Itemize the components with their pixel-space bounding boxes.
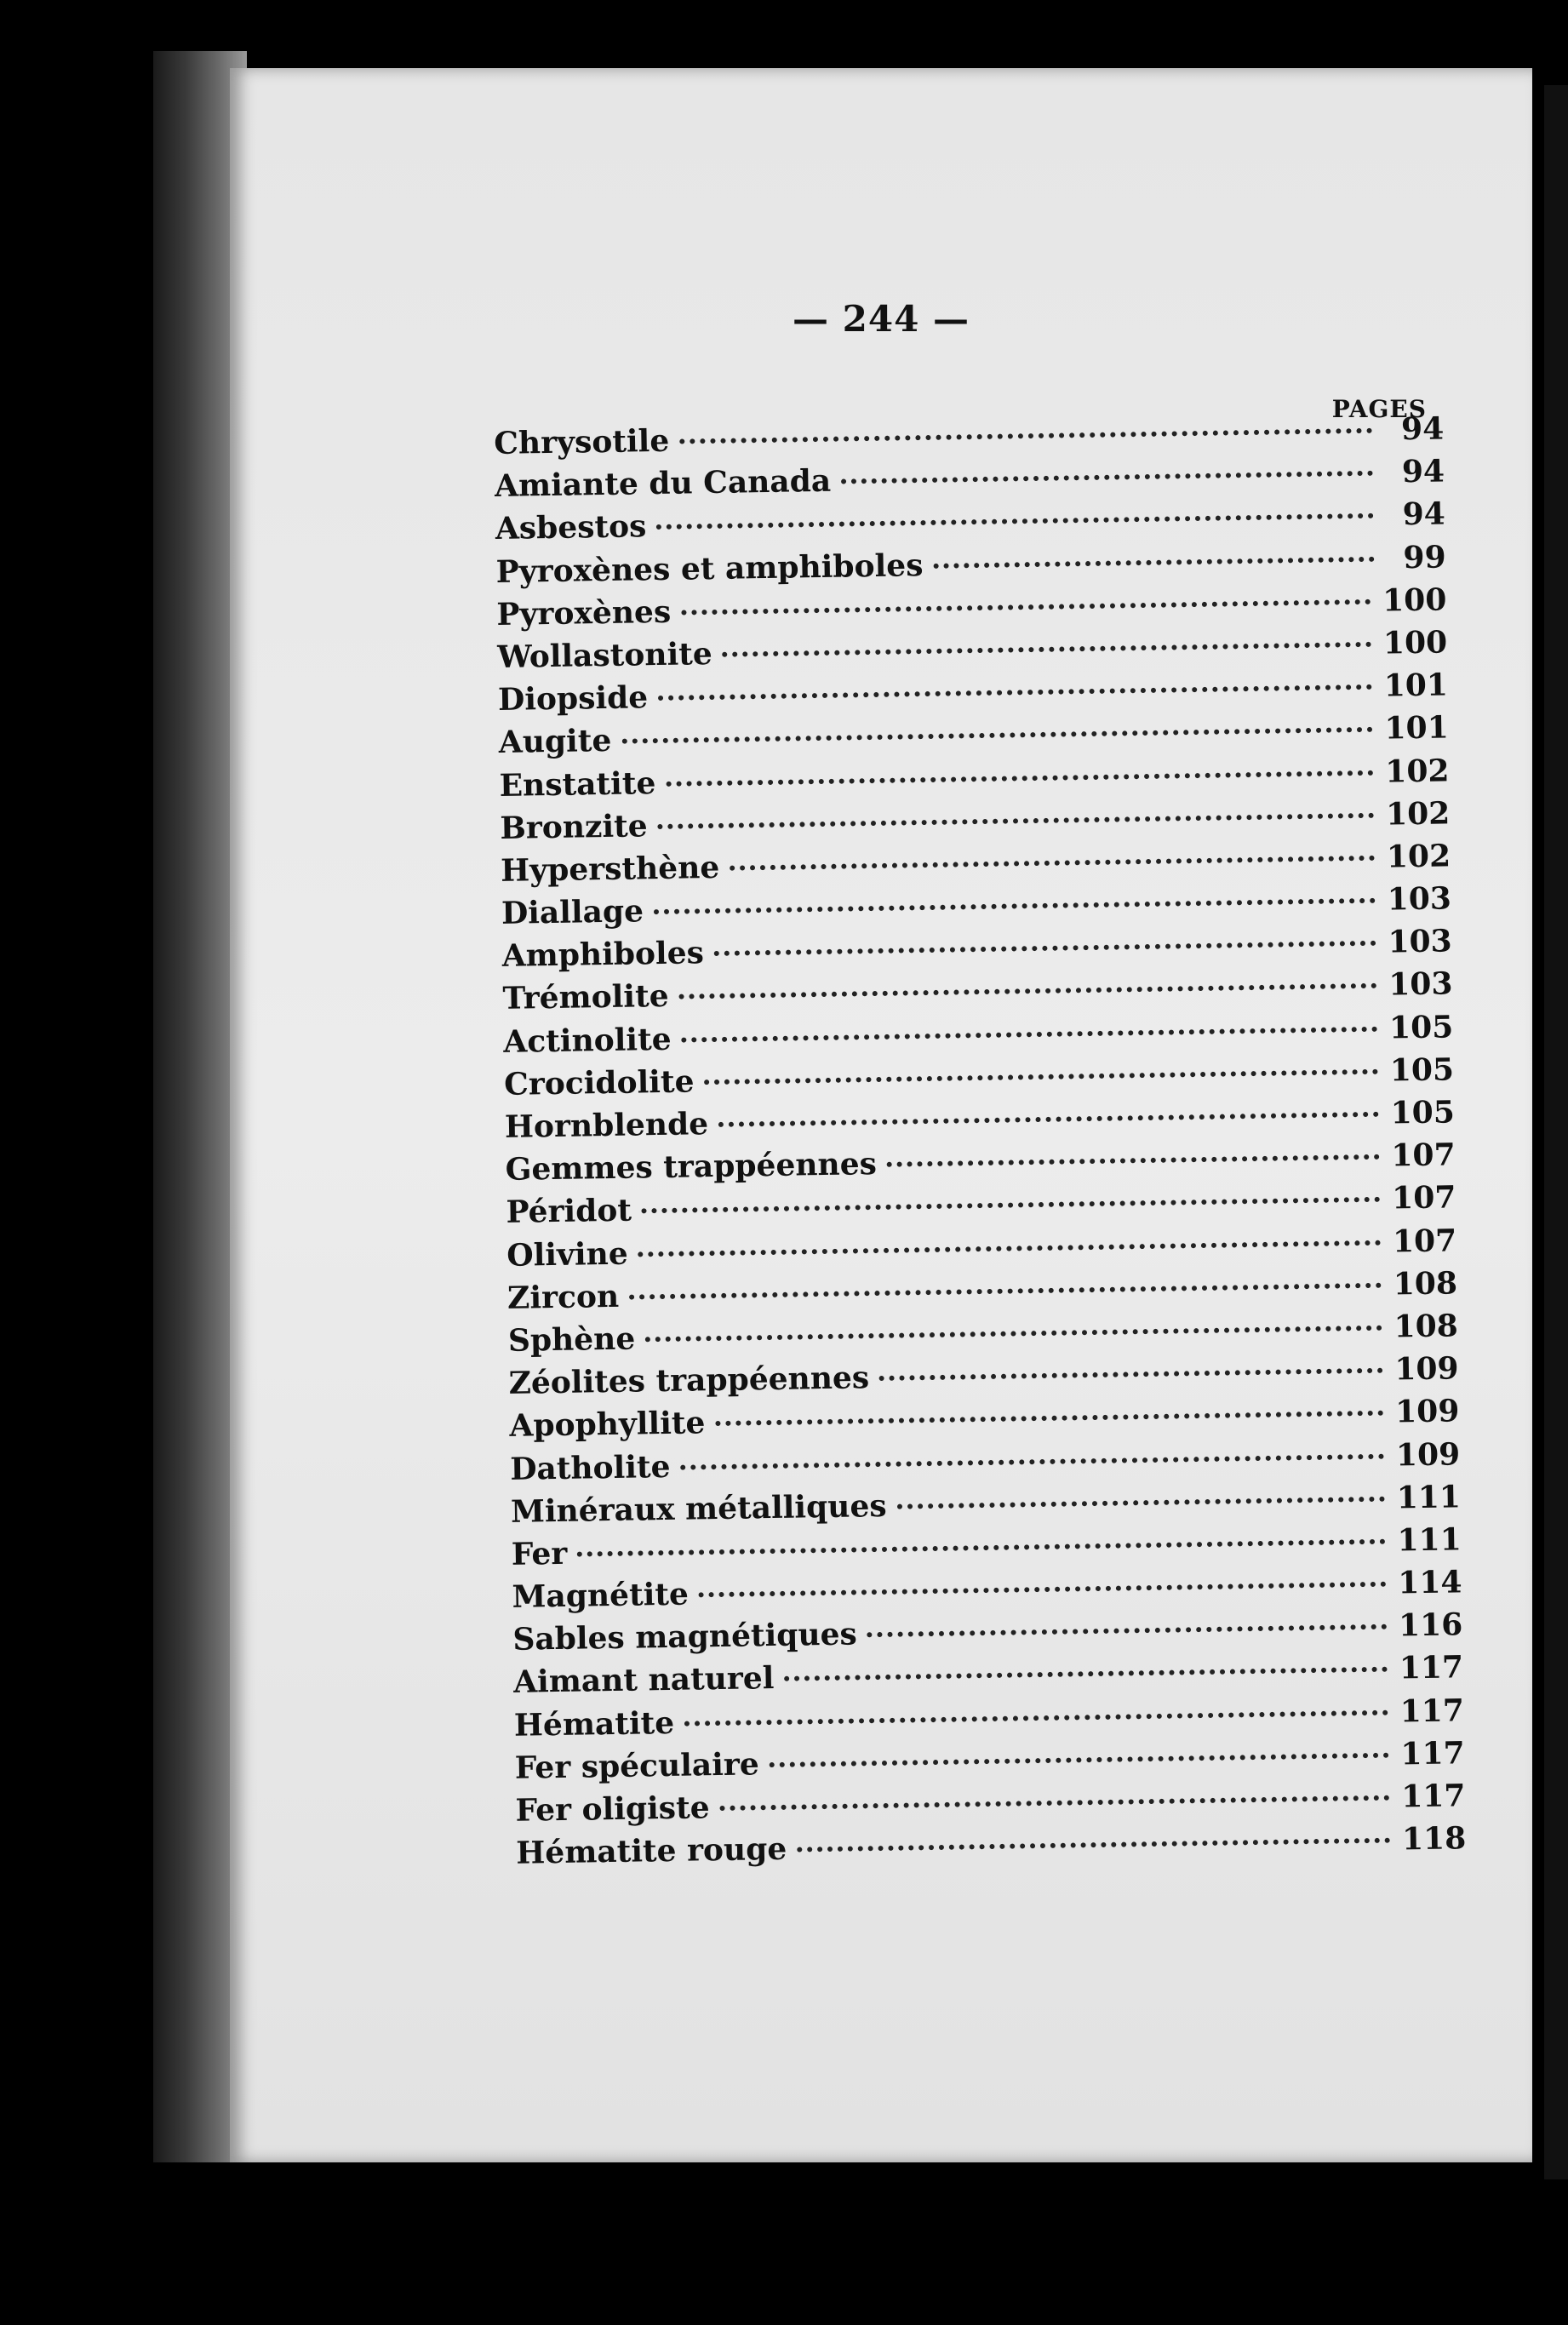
toc-entry-title: Aimant naturel	[512, 1660, 775, 1701]
toc-entry-page: 94	[1400, 410, 1445, 448]
toc-entry-page: 108	[1393, 1308, 1459, 1345]
dot-leader	[654, 898, 1376, 914]
toc-entry-page: 116	[1398, 1606, 1463, 1644]
dot-leader	[642, 1197, 1380, 1214]
dot-leader	[658, 813, 1375, 829]
toc-entry-page: 103	[1387, 880, 1452, 918]
toc-entry-title: Pyroxènes	[496, 593, 672, 633]
toc-entry-title: Diallage	[501, 893, 644, 931]
dot-leader	[699, 1582, 1387, 1598]
toc-entry-title: Fer oligiste	[515, 1790, 710, 1829]
dot-leader	[714, 941, 1376, 956]
toc-entry-page: 109	[1394, 1350, 1459, 1388]
dot-leader	[723, 642, 1371, 657]
toc-entry-page: 100	[1382, 581, 1447, 619]
book-page	[230, 68, 1532, 2162]
toc-entry-title: Actinolite	[503, 1021, 672, 1060]
dot-leader	[718, 1112, 1379, 1127]
dot-leader	[704, 1069, 1378, 1085]
scan-edge	[1544, 85, 1568, 2179]
dot-leader	[770, 1752, 1389, 1767]
toc-entry-title: Wollastonite	[496, 635, 713, 675]
dot-leader	[720, 1795, 1390, 1811]
toc-entry-title: Zéolites trappéennes	[508, 1360, 870, 1401]
toc-entry-page: 111	[1397, 1521, 1462, 1559]
toc-entry-page: 111	[1396, 1479, 1462, 1516]
dot-leader	[867, 1624, 1387, 1638]
dot-leader	[730, 856, 1375, 871]
toc-entry-title: Olivine	[506, 1235, 629, 1274]
toc-entry-title: Asbestos	[495, 508, 647, 547]
toc-entry-page: 107	[1392, 1222, 1457, 1260]
dot-leader	[681, 599, 1371, 616]
dot-leader	[658, 684, 1372, 701]
dot-leader	[887, 1154, 1380, 1167]
pages-column-header: PAGES	[1331, 395, 1427, 423]
toc-entry-title: Apophyllite	[509, 1405, 706, 1445]
toc-entry-title: Péridot	[506, 1192, 632, 1231]
dot-leader	[879, 1368, 1382, 1381]
dot-leader	[784, 1667, 1388, 1681]
toc-entry-title: Augite	[498, 723, 612, 761]
toc-entry-page: 100	[1382, 624, 1448, 661]
toc-entry-page: 94	[1402, 495, 1446, 533]
toc-entry-title: Fer	[511, 1535, 568, 1572]
toc-entry-page: 99	[1403, 539, 1446, 576]
toc-entry-page: 109	[1394, 1393, 1460, 1430]
dot-leader	[715, 1411, 1383, 1426]
dot-leader	[684, 1709, 1388, 1726]
dot-leader	[682, 1026, 1378, 1042]
dot-leader	[577, 1539, 1385, 1557]
toc-entry-title: Zircon	[506, 1278, 620, 1316]
page-number: — 244 —	[793, 298, 970, 340]
toc-entry-title: Fer spéculaire	[514, 1746, 760, 1786]
toc-entry-title: Gemmes trappéennes	[505, 1146, 878, 1188]
dot-leader	[666, 770, 1373, 786]
toc-entry-title: Amphiboles	[501, 935, 705, 975]
toc-entry-page: 102	[1386, 838, 1451, 875]
toc-entry-page: 103	[1388, 923, 1452, 960]
toc-entry-page: 117	[1400, 1735, 1465, 1772]
toc-entry-title: Diopside	[497, 679, 649, 719]
toc-entry-title: Magnétite	[512, 1576, 690, 1615]
toc-entry-title: Datholite	[509, 1448, 671, 1487]
toc-entry-page: 102	[1385, 752, 1450, 790]
toc-entry-title: Chrysotile	[494, 422, 670, 461]
toc-entry-page: 109	[1395, 1435, 1461, 1473]
toc-entry-page: 105	[1388, 1009, 1454, 1046]
toc-entry-title: Minéraux métalliques	[510, 1487, 887, 1530]
toc-entry-page: 105	[1390, 1094, 1456, 1131]
dot-leader	[933, 556, 1374, 568]
toc-entry-title: Enstatite	[499, 765, 656, 804]
dot-leader	[629, 1282, 1382, 1299]
toc-entry-page: 94	[1401, 453, 1445, 490]
dot-leader	[638, 1240, 1381, 1257]
dot-leader	[656, 513, 1374, 530]
toc-entry-page: 118	[1401, 1820, 1467, 1858]
toc-entry-title: Pyroxènes et amphiboles	[495, 547, 924, 590]
toc-entry-title: Bronzite	[500, 807, 648, 846]
toc-entry-page: 101	[1384, 709, 1450, 747]
toc-entry-title: Hématite rouge	[516, 1830, 787, 1871]
toc-entry-page: 117	[1399, 1692, 1465, 1730]
toc-entry-page: 114	[1397, 1564, 1462, 1601]
toc-entry-title: Sphène	[507, 1320, 636, 1359]
dot-leader	[645, 1326, 1382, 1343]
dot-leader	[680, 1453, 1384, 1469]
dot-leader	[621, 727, 1372, 744]
toc-entry-page: 107	[1391, 1137, 1456, 1174]
dot-leader	[797, 1838, 1390, 1853]
toc-entry-title: Crocidolite	[503, 1063, 695, 1102]
dot-leader	[679, 983, 1377, 999]
toc-entry-page: 107	[1391, 1179, 1456, 1217]
toc-entry-page: 105	[1389, 1051, 1455, 1089]
toc-entry-title: Trémolite	[502, 978, 669, 1017]
toc-entry-title: Hypersthène	[500, 849, 720, 889]
toc-entry-page: 102	[1385, 795, 1451, 833]
toc-entry-page: 101	[1383, 667, 1449, 704]
toc-entry-title: Amiante du Canada	[494, 462, 832, 505]
toc-entry-title: Hématite	[513, 1704, 675, 1744]
toc-entry-page: 103	[1388, 965, 1453, 1004]
toc-entry-page: 117	[1399, 1649, 1464, 1686]
toc-entry-page: 117	[1400, 1778, 1466, 1815]
dot-leader	[897, 1496, 1385, 1509]
toc-entry-title: Sables magnétiques	[512, 1616, 858, 1658]
toc-entry-page: 108	[1393, 1265, 1458, 1303]
dot-leader	[679, 428, 1372, 444]
dot-leader	[841, 471, 1373, 484]
toc-entry-title: Hornblende	[504, 1106, 709, 1145]
table-of-contents	[494, 410, 1467, 1878]
